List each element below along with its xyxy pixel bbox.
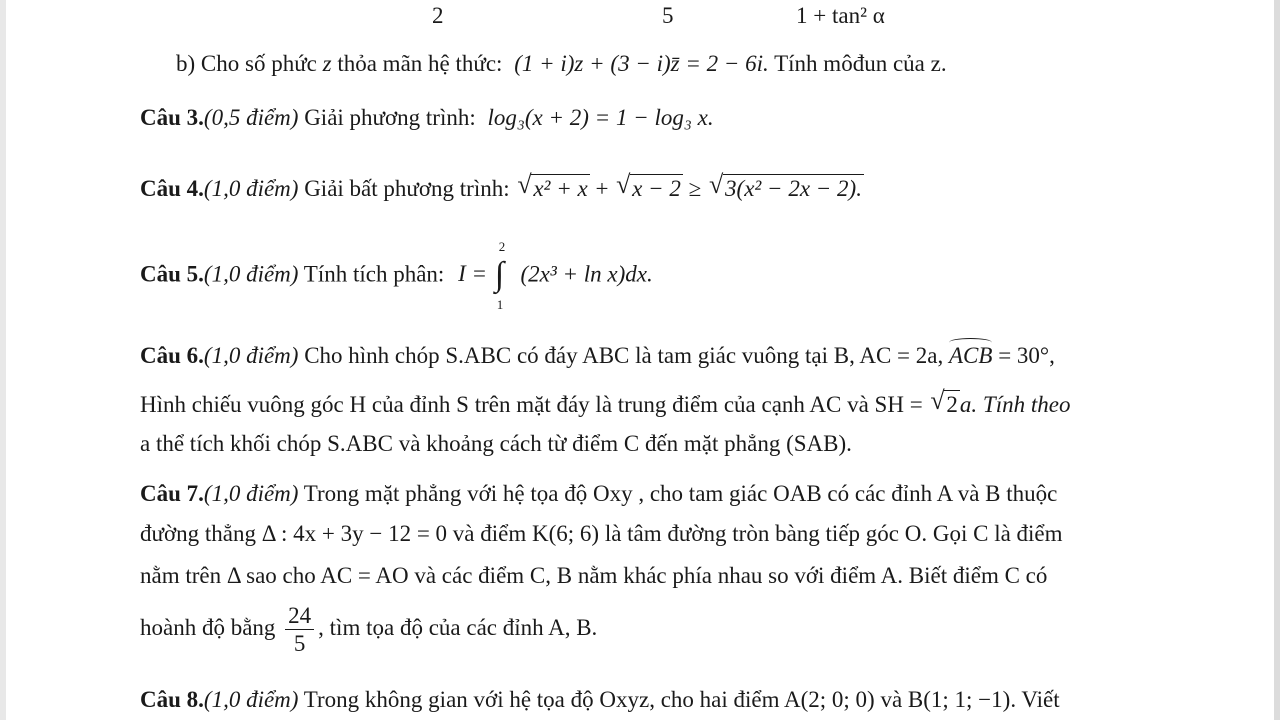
question-7-line-4: hoành độ bằng $\frac{24}{5}$ , tìm tọa độ của các đỉnh A, B.	[140, 603, 598, 656]
top-fraction-denominator-1: 2	[432, 3, 444, 28]
question-7-line-2: đường thẳng Δ : 4x + 3y − 12 = 0 và điểm K(6; 6) là tâm đường tròn bàng tiếp góc O. Gọi C là điểm	[140, 521, 1063, 546]
question-7-line-3: nằm trên Δ sao cho AC = AO và các điểm C, B nằm khác phía nhau so với điểm A. Biết điểm C có	[140, 563, 1048, 588]
question-6-line-2: Hình chiếu vuông góc H của đỉnh S trên mặt đáy là trung điểm của cạnh AC và SH = √ 2a. Tính theo	[140, 386, 1071, 417]
question-8-label: Câu 8.	[140, 687, 204, 712]
q3-equation: log₃(x + 2) = 1 − log₃ x.	[487, 105, 714, 130]
q2b-equation: (1 + i)z + (3 − i)z̄ = 2 − 6i.	[514, 51, 769, 76]
top-fraction-denominator-3: 1 + tan² α	[796, 3, 885, 28]
question-7-line-1: Câu 7.(1,0 điểm) Trong mặt phẳng với hệ tọa độ Oxy , cho tam giác OAB có các đỉnh A và B thuộc	[140, 481, 1058, 506]
fraction-24-5: $\frac{24}{5}$	[285, 604, 314, 655]
sqrt-2: √ x − 2	[616, 170, 681, 201]
integral-sign: ∫ 2 1	[494, 239, 506, 312]
question-7-label: Câu 7.	[140, 481, 204, 506]
question-6-line-1: Câu 6.(1,0 điểm) Cho hình chóp S.ABC có đáy ABC là tam giác vuông tại B, AC = 2a, ACB = 30°,	[140, 343, 1055, 368]
angle-acb: ACB	[949, 343, 993, 368]
sqrt-two: √ 2	[930, 386, 958, 417]
sqrt-3: √ 3(x² − 2x − 2).	[709, 170, 862, 201]
question-3-label: Câu 3.	[140, 105, 204, 130]
page-edge-left	[0, 0, 6, 720]
question-8-line-1: Câu 8.(1,0 điểm) Trong không gian với hệ tọa độ Oxyz, cho hai điểm A(2; 0; 0) và B(1; 1; −1). Viết	[140, 687, 1060, 712]
question-2b: b) Cho số phức z thỏa mãn hệ thức: (1 + i)z + (3 − i)z̄ = 2 − 6i. Tính môđun của z.	[176, 51, 947, 76]
page-edge-right	[1274, 0, 1280, 720]
sqrt-1: √ x² + x	[517, 170, 588, 201]
question-6-line-3: a thể tích khối chóp S.ABC và khoảng cách từ điểm C đến mặt phẳng (SAB).	[140, 431, 852, 456]
question-4-label: Câu 4.	[140, 176, 204, 201]
top-fraction-denominator-2: 5	[662, 3, 674, 28]
question-6-label: Câu 6.	[140, 343, 204, 368]
question-4: Câu 4.(1,0 điểm) Giải bất phương trình: √ x² + x + √ x − 2 ≥ √ 3(x² − 2x − 2).	[140, 170, 862, 201]
question-5-label: Câu 5.	[140, 261, 204, 287]
question-3: Câu 3.(0,5 điểm) Giải phương trình: log₃(x + 2) = 1 − log₃ x.	[140, 105, 714, 130]
q5-integrand: (2x³ + ln x)dx.	[520, 261, 653, 287]
question-5: Câu 5.(1,0 điểm) Tính tích phân: I = ∫ 2 1 (2x³ + ln x)dx.	[140, 239, 653, 312]
